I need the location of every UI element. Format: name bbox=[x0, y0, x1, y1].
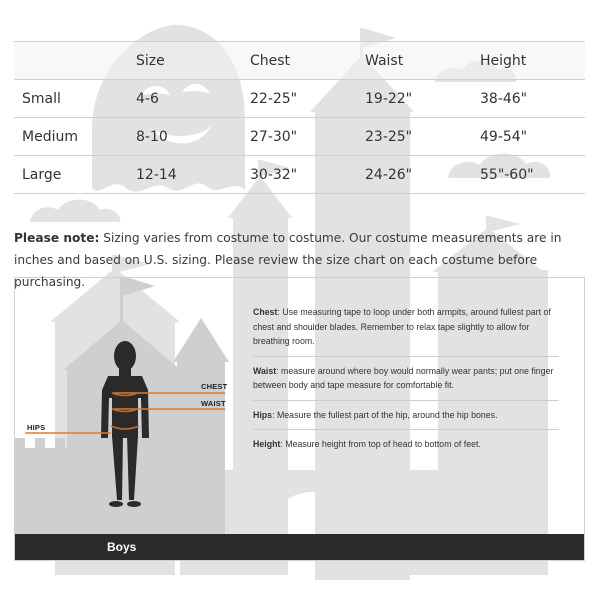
hips-label: HIPS bbox=[27, 423, 46, 432]
sizing-note bbox=[14, 227, 589, 293]
table-header-row bbox=[14, 42, 585, 80]
cell-chest: 30-32" bbox=[250, 156, 365, 194]
cell-size-name: Small bbox=[14, 80, 136, 118]
chest-label: CHEST bbox=[201, 382, 228, 391]
cell-waist: 19-22" bbox=[365, 80, 480, 118]
cell-size: 4-6 bbox=[136, 80, 250, 118]
note-label: Please note: bbox=[14, 231, 100, 246]
header-waist: Waist bbox=[365, 42, 480, 80]
cell-waist: 23-25" bbox=[365, 118, 480, 156]
header-size-name bbox=[14, 42, 136, 80]
cell-chest: 27-30" bbox=[250, 118, 365, 156]
instruction-chest: Chest: Use measuring tape to loop under both armpits, around fullest part of chest and shoulder blades. Remember to relax tape slightly to allow for breathing room. bbox=[253, 307, 551, 346]
cell-waist: 24-26" bbox=[365, 156, 480, 194]
cell-height: 38-46" bbox=[480, 80, 585, 118]
instruction-height: Height: Measure height from top of head to bottom of feet. bbox=[253, 429, 559, 459]
boys-footer-label: Boys bbox=[107, 540, 137, 554]
cell-chest: 22-25" bbox=[250, 80, 365, 118]
cell-size: 8-10 bbox=[136, 118, 250, 156]
header-chest: Chest bbox=[250, 42, 365, 80]
cell-height: 49-54" bbox=[480, 118, 585, 156]
waist-label: WAIST bbox=[201, 399, 226, 408]
table-row bbox=[14, 80, 585, 118]
table-row bbox=[14, 156, 585, 194]
header-size: Size bbox=[136, 42, 250, 80]
boys-footer-bar bbox=[15, 534, 584, 560]
table-row bbox=[14, 118, 585, 156]
cell-size-name: Medium bbox=[14, 118, 136, 156]
measurement-diagram bbox=[14, 277, 585, 561]
instruction-waist: Waist: measure around where boy would normally wear pants; put one finger between body and tape measure for comfortable fit. bbox=[253, 356, 559, 400]
cell-height: 55"-60" bbox=[480, 156, 585, 194]
size-chart-table bbox=[14, 41, 585, 194]
cell-size-name: Large bbox=[14, 156, 136, 194]
cell-size: 12-14 bbox=[136, 156, 250, 194]
header-height: Height bbox=[480, 42, 585, 80]
measurement-instructions bbox=[253, 302, 559, 459]
instruction-hips: Hips: Measure the fullest part of the hip, around the hip bones. bbox=[253, 400, 559, 430]
note-text: Sizing varies from costume to costume. Our costume measurements are in inches and based on U.S. sizing. Please review the size chart on each costume before purchasing. bbox=[14, 231, 562, 290]
cloud-icon bbox=[30, 200, 120, 223]
